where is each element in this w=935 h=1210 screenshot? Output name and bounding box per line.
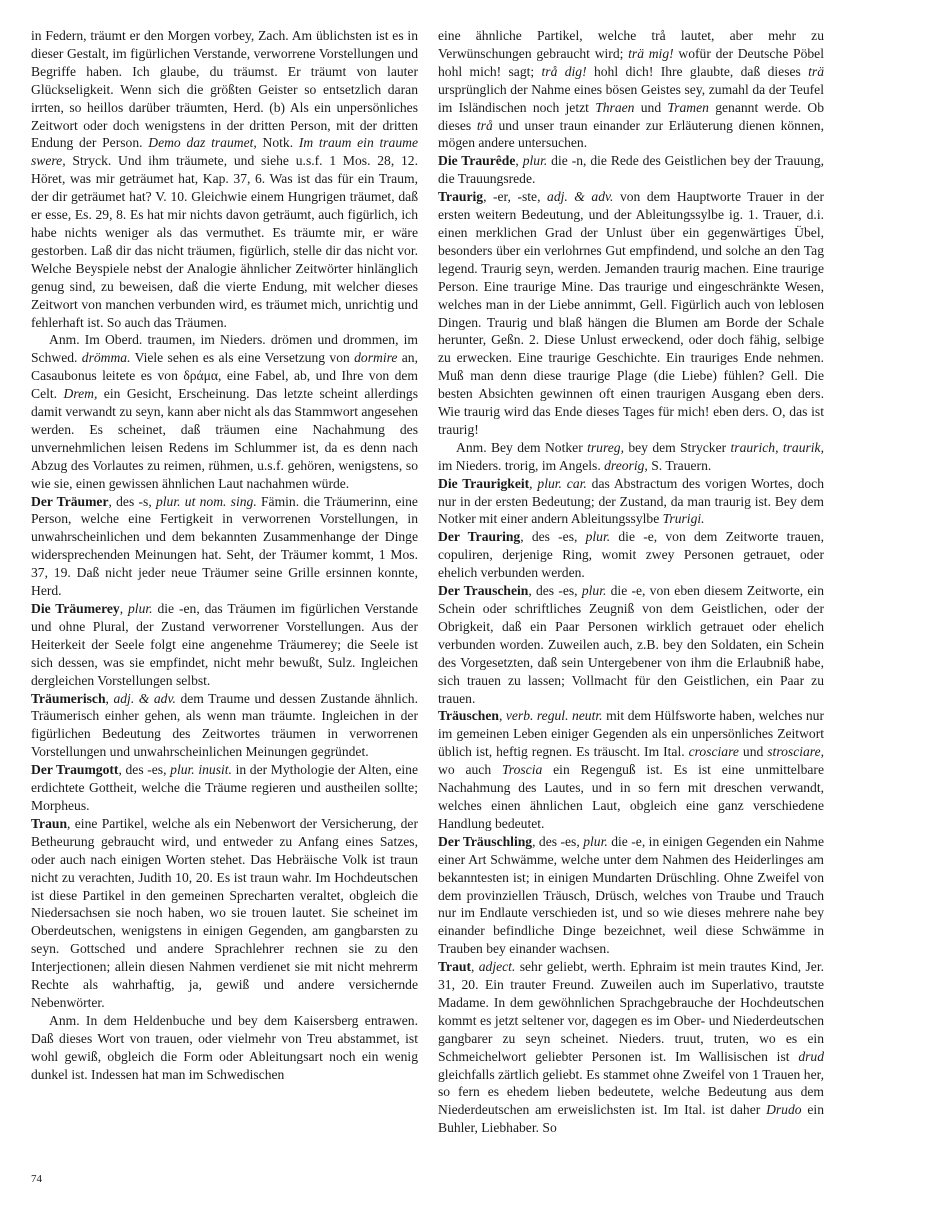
entry-paragraph <box>438 528 824 582</box>
headword: Träumerisch <box>31 690 106 706</box>
text-run: , <box>529 475 538 491</box>
entry-paragraph <box>31 761 418 815</box>
italic-text: drud <box>798 1048 824 1064</box>
italic-text: adj. & adv. <box>547 189 614 205</box>
headword: Der Trauring <box>438 529 521 545</box>
italic-text: plur. <box>583 833 608 849</box>
text-run: , <box>105 690 114 706</box>
entry-paragraph <box>31 493 418 600</box>
text-run: ursprünglich der Nahme eines bösen Geistes sey, zumahl da der Teufel im Isländischen noch jetzt <box>438 81 824 115</box>
text-run: und <box>738 744 768 760</box>
text-run: Anm. Bey dem Notker <box>456 439 588 455</box>
right-column <box>438 27 824 1137</box>
entry-paragraph <box>438 152 824 188</box>
text-run: , des -es, <box>532 833 584 849</box>
text-run: gleichfalls zärtlich geliebt. Es stammet ohne Zweifel von 1 Trauen her, so fern es ehedem lieben bedeutete, welche Bedeutung aus dem Niederdeutschen am erweislichsten ist. Im Ital. ist daher <box>438 1066 824 1118</box>
italic-text: Trurigi. <box>662 511 705 527</box>
headword: Die Traurêde <box>438 153 516 169</box>
italic-text: trå <box>476 117 493 133</box>
text-run: ein Buhler, Liebhaber. So <box>438 1102 824 1136</box>
italic-text: Drudo <box>766 1102 802 1118</box>
text-run: die -n, die Rede des Geistlichen bey der Trauung, die Trauungsrede. <box>438 153 825 187</box>
text-run: , <box>498 708 506 724</box>
headword: Der Träumer <box>31 493 109 509</box>
text-run: genannt werde. Ob dieses <box>438 99 825 133</box>
headword: Die Traurigkeit <box>438 475 530 491</box>
text-run: , <box>119 601 128 616</box>
text-run: Anm. In dem Heldenbuche und bey dem Kaisersberg entrawen. Daß dieses Wort von trauen, oder vielmehr von Treu abstammet, ist wohl gewiß, obgleich die Form oder Ableitungsart noch ein wenig dunkel ist. Indessen hat man im Schwedischen <box>31 1012 418 1082</box>
italic-text: traurich, traurik, <box>730 439 824 455</box>
headword: Traurig <box>438 189 484 205</box>
italic-text: plur. <box>522 153 548 169</box>
italic-text: Demo daz traumet, <box>148 135 257 151</box>
text-run: und unser traun einander zur Erläuterung dienen können, mögen andere untersuchen. <box>438 117 824 151</box>
text-run: , <box>515 153 523 169</box>
text-run: ein Gesicht, Erscheinung. Das letzte scheint allerdings damit verwandt zu seyn, kann aber nicht als das Stammwort angesehen werden. Es scheinet, daß träumen eine Nachahmung des unvernehmlichen leisen Redens im Schlummer ist, da es denn nach Abzug des Vorlautes zu reimen, rühmen, u.s.f. gehören, wenigstens, so wie sie, einen gewissen ähnlichen Laut nachahmen würde. <box>31 386 418 491</box>
text-run: an, Casaubonus leitete es von δράμα, eine Fabel, ab, und Ihre von dem Celt. <box>31 350 418 402</box>
text-run: die -e, in einigen Gegenden ein Nahme einer Art Schwämme, welche unter dem Nahmen des Heiderlinges am bekanntesten ist; in einigen Mundarten Drüschling. Ohne Zweifel von dem provinziellen Träusch, Drüsch, welches von Traube und Trauch nur im Endlaute verschieden ist, und so wie dieses mehrere nahe bey einander befindliche Dinge bezeichnet, weil diese Schwämme in Trauben bey einander wachsen. <box>438 833 824 957</box>
text-run: die -e, von dem Zeitworte trauen, copuliren, derjenige Ring, womit zwey Personen getrauet, oder ehelich verbunden werden. <box>438 529 824 581</box>
entry-paragraph <box>438 833 824 958</box>
text-run: bey dem Strycker <box>623 439 731 455</box>
text-run: sehr geliebt, werth. Ephraim ist mein trautes Kind, Jer. 31, 20. Ein trauter Freund. Zuweilen auch im Superlativo, trautste Madame. In dem gewöhnlichen Sprachgebrauche der Hochdeutschen kommt es jetzt seltener vor, dagegen es im Ober- und Niederdeutschen gangbarer zu seyn scheinet. Nieders. truut, truten, wo es ein Schmeichelwort geliebter Personen ist. Im Wallisischen ist <box>438 959 825 1064</box>
entry-paragraph <box>31 1012 418 1084</box>
entry-paragraph <box>438 27 824 152</box>
entry-paragraph <box>438 582 824 707</box>
italic-text: plur. ut nom. sing. <box>155 493 257 509</box>
italic-text: Troscia <box>501 762 543 778</box>
text-run: , des -es, <box>528 583 582 599</box>
text-run: die -e, von eben diesem Zeitworte, ein Schein oder schriftliches Zeugniß von dem Geistlichen, oder der Obrigkeit, daß ein Paar Personen wirklich getrauet oder ehelich verbunden worden. Zuweilen auch, z.B. bey den Soldaten, ein Schein des Vorgesetzten, daß sein Untergebener von ihm die Erlaubniß habe, sich trauen zu lassen; Vollmacht für den Geistlichen, ein Paar zu trauen. <box>438 583 825 706</box>
text-run: die -en, das Träumen im figürlichen Verstande und ohne Plural, der Zustand verworrener Vorstellungen. Aus der Heiterkeit der Seele folgt eine angenehme Träumerey; die Seele ist sich dessen, was sie empfindet, nicht mehr bewußt, Sulz. Ingleichen dergleichen Vorstellungen selbst. <box>31 601 418 688</box>
text-run: wofür der Deutsche Pöbel hohl mich! sagt; <box>438 45 824 79</box>
entry-paragraph <box>438 439 824 475</box>
entry-paragraph <box>438 188 824 439</box>
text-run: S. Trauern. <box>647 457 712 473</box>
text-run: , eine Partikel, welche als ein Nebenwort der Versicherung, der Betheurung gebraucht wird, und entweder zu Anfang eines Satzes, oder auch nach einigen Worten stehet. Das Hebräische Volk ist traun nicht zu verachten, Judith 10, 20. Es ist traun wahr. Im Hochdeutschen ist diese Partikel in den gemeinen Sprecharten veraltet, obgleich die Niedersachsen sie noch haben, wo sie trouen lautet. Sie scheinet im Oberdeutschen, wenigstens in einigen Gegenden, am gangbarsten zu seyn. Gottsched und andere Sprachlehrer rechnen sie zu den Interjectionen; allein diesen Nahmen verdienet sie mit nicht mehrerm Rechte als wahrhaftig, ja, gewiß und andere versichernde Nebenwörter. <box>31 815 418 1010</box>
entry-paragraph <box>438 707 824 832</box>
italic-text: crosciare <box>688 744 739 760</box>
italic-text: trä <box>808 63 825 79</box>
headword: Traun <box>31 815 68 831</box>
italic-text: plur. <box>581 583 607 599</box>
italic-text: verb. regul. neutr. <box>505 708 603 724</box>
text-run: , <box>470 959 479 975</box>
text-run: , -er, -ste, <box>483 189 548 205</box>
italic-text: trå dig! <box>541 63 587 79</box>
headword: Der Traumgott <box>31 762 119 778</box>
text-run: in Federn, träumt er den Morgen vorbey, Zach. Am üblichsten ist es in dieser Gestalt, im figürlichen Verstande, verworrene Vorstellungen und Begriffe haben. Ich glaube, du träumst. Er träumt von lauter Glückseligkeit. Wenn sich die größten Geister so entsetzlich daran irrten, so heillos darüber träumten, Herd. (b) Als ein unpersönliches Zeitwort oder doch wenigstens in der dritten Person, mit der dritten Endung der Person. <box>31 28 418 151</box>
headword: Träuschen <box>438 708 499 724</box>
text-run: eine ähnliche Partikel, welche trå lautet, aber mehr zu Verwünschungen gebraucht wird; <box>438 28 824 61</box>
left-column <box>31 27 418 1083</box>
italic-text: dreorig, <box>604 457 648 473</box>
italic-text: adj. & adv. <box>113 690 176 706</box>
text-run: im Nieders. trorig, im Angels. <box>438 457 605 473</box>
italic-text: Tramen <box>667 99 709 115</box>
text-run: , des -es, <box>118 762 171 778</box>
text-run: , des -es, <box>520 529 586 545</box>
italic-text: Im traum ein traume swere, <box>31 135 418 169</box>
text-run: dem Traume und dessen Zustande ähnlich. Träumerisch einher gehen, als wenn man träumte. Ingleichen in der figürlichen Bedeutung des Zeitwortes träumen in verworrenen Vorstellungen und unwahrscheinlichen Meinungen gegründet. <box>31 690 419 760</box>
italic-text: strosciare, <box>767 744 825 760</box>
italic-text: plur. inusit. <box>170 762 232 778</box>
italic-text: Thraen <box>595 99 635 115</box>
italic-text: trä mig! <box>628 45 674 61</box>
text-run: Viele sehen es als eine Versetzung von <box>130 350 355 366</box>
entry-paragraph <box>438 958 824 1137</box>
text-run: und <box>634 99 668 115</box>
italic-text: plur. car. <box>537 475 587 491</box>
page-number: 74 <box>31 1173 42 1185</box>
text-run: hohl dich! Ihre glaubte, daß dieses <box>586 63 809 79</box>
text-run: mit dem Hülfsworte haben, welches nur im gemeinen Leben einiger Gegenden als ein unpersönliches Zeitwort üblich ist, heftig regnen. Es träuscht. Im Ital. <box>438 708 825 760</box>
headword: Der Trauschein <box>438 583 529 599</box>
text-run: Fämin. die Träumerinn, eine Person, welche eine Fertigkeit in verworrenen Vorstellungen, in unwahrscheinlichen und dem bekannten Zusammenhange der Dinge widersprechenden Meinungen hat. Seht, der Träumer kommt, 1 Mos. 37, 19. Daß nicht jeder neue Träumer seine Grille ersinnen konnte, Herd. <box>31 493 418 599</box>
italic-text: drömma. <box>81 350 131 366</box>
italic-text: dormire <box>354 350 398 366</box>
entry-paragraph <box>31 331 418 492</box>
headword: Der Träuschling <box>438 833 533 849</box>
italic-text: Drem, <box>63 386 98 402</box>
text-run: von dem Hauptworte Trauer in der ersten weitern Bedeutung, und der Ableitungssylbe ig. 1. Trauer, d.i. einen merklichen Grad der Unlust über ein gegenwärtiges Übel, besonders über ein verlohrnes Gut empfindend, und solche an den Tag legend. Traurig seyn, werden. Jemanden traurig machen. Eine traurige Person. Eine traurige Mine. Das traurige und eingeschränkte Wesen, welches man in der Liebe annimmt, Gell. Figürlich auch von leblosen Dingen. Traurig und blaß hängen die Blumen am Borde der Schale herunter, Geßn. 2. Diese Unlust erweckend, oder doch fähig, selbige zu erwecken. Eine traurige Geschichte. Ein trauriges Ende nehmen. Muß man denn diese traurige Plage (die Liebe) fühlen? Gell. Die besten Absichten gewinnen oft einen traurigen Ausgang eben ders. Wie traurig wird das Ende dieses Tages für mich! eben ders. O, das ist traurig! <box>438 189 824 437</box>
entry-paragraph <box>31 27 418 331</box>
text-run: Notk. <box>256 135 299 151</box>
entry-paragraph <box>31 600 418 690</box>
text-run: in der Mythologie der Alten, eine erdichtete Gottheit, welche die Träume regieren und austheilen sollte; Morpheus. <box>31 762 418 813</box>
text-run: ein Regenguß ist. Es ist eine unmittelbare Nachahmung des Lautes, und in so fern mit dreschen verwandt, welches einen ähnlichen Laut, obgleich eine ganz verschiedene Handlung bedeutet. <box>438 762 824 831</box>
text-run: Stryck. Und ihm träumete, und siehe u.s.f. 1 Mos. 28, 12. Höret, was mir geträumet hat, Kap. 37, 6. Was ist das für ein Traum, der dir geträumet hat? V. 10. Gleichwie einem Hungrigen träumet, daß er esse, Es. 29, 8. Es hat mir nichts davon geträumt, auch figürlich, ich habe nichts weniger als das vermuthet. Es träumte mir, er wäre gestorben. Laß dir das nicht träumen, figürlich, stelle dir das nicht vor. Welche Beyspiele nebst der Analogie ähnlicher Zeitwörter hinlänglich genug sind, zu beweisen, daß die vierte Endung, mit welcher dieses Zeitwort von manchen verbunden wird, es träumet mich, unrichtig und fehlerhaft ist. So auch das Träumen. <box>31 153 418 330</box>
headword: Die Träumerey <box>31 601 120 616</box>
text-run: das Abstractum des vorigen Wortes, doch nur in der ersten Bedeutung; der Zustand, da man traurig ist. Bey dem Notker mit einer andern Ableitungssylbe <box>438 475 824 527</box>
italic-text: trureg, <box>587 439 624 455</box>
italic-text: adject. <box>478 959 516 975</box>
headword: Traut <box>438 959 471 975</box>
text-run: Anm. Im Oberd. traumen, im Nieders. drömen und drommen, im Schwed. <box>31 332 418 366</box>
italic-text: plur. <box>128 601 153 616</box>
italic-text: plur. <box>585 529 611 545</box>
text-run: , des -s, <box>108 493 156 509</box>
entry-paragraph <box>31 815 418 1012</box>
entry-paragraph <box>438 475 824 529</box>
entry-paragraph <box>31 690 418 762</box>
text-run: wo auch <box>438 762 502 778</box>
